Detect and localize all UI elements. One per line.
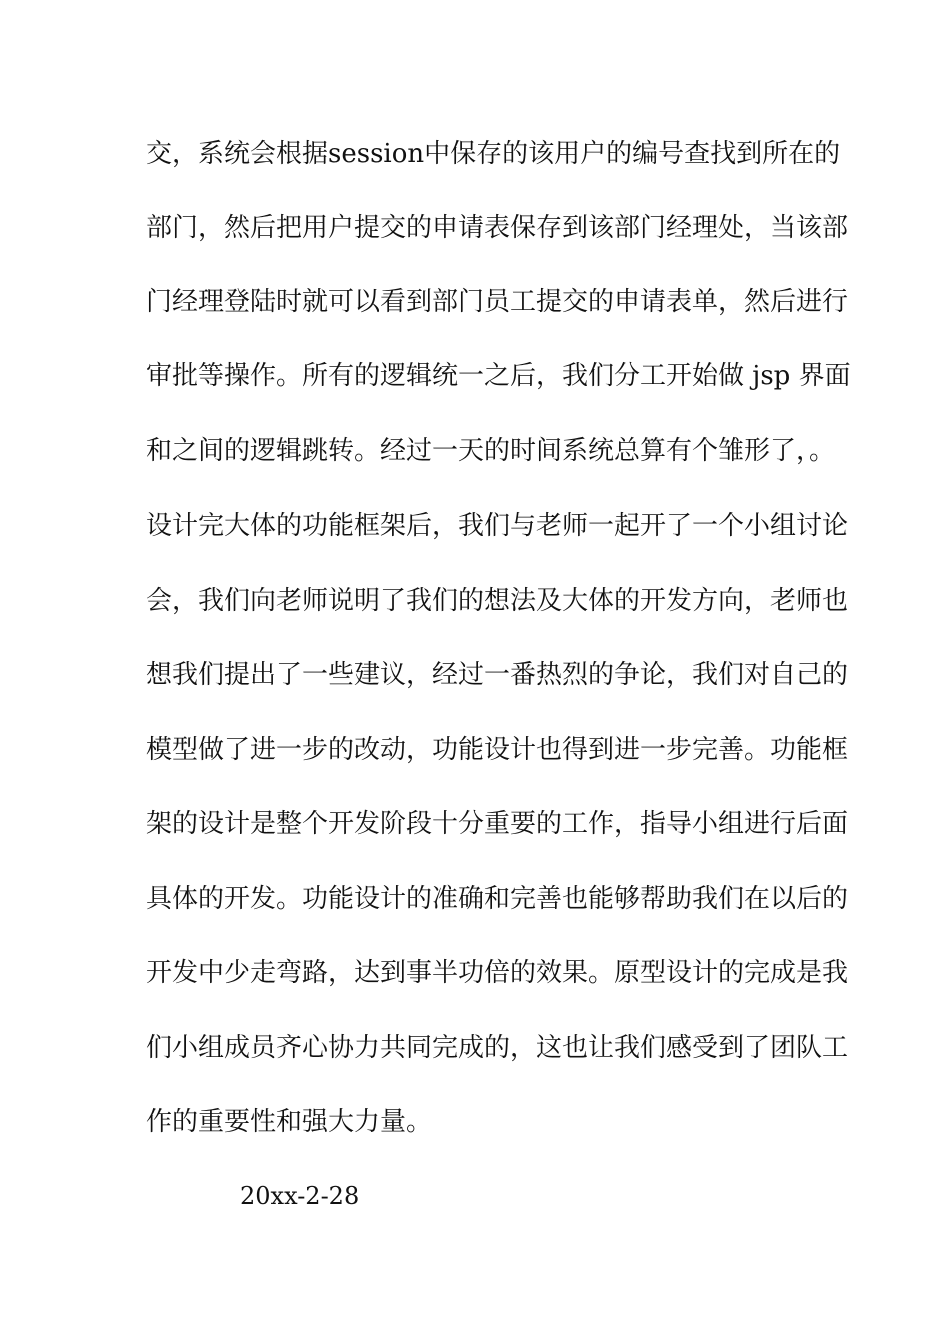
paragraph-line-4: 审批等操作。所有的逻辑统一之后，我们分工开始做 jsp 界面 xyxy=(146,361,851,391)
paragraph-line-6: 设计完大体的功能框架后，我们与老师一起开了一个小组讨论 xyxy=(146,511,849,541)
paragraph-line-1: 交，系统会根据session中保存的该用户的编号查找到所在的 xyxy=(146,139,841,169)
paragraph-line-13: 们小组成员齐心协力共同完成的，这也让我们感受到了团队工 xyxy=(146,1033,849,1063)
paragraph-line-9: 模型做了进一步的改动，功能设计也得到进一步完善。功能框 xyxy=(146,735,849,765)
paragraph-line-3: 门经理登陆时就可以看到部门员工提交的申请表单，然后进行 xyxy=(146,287,849,317)
paragraph-line-2: 部门，然后把用户提交的申请表保存到该部门经理处，当该部 xyxy=(146,213,849,243)
paragraph-line-7: 会，我们向老师说明了我们的想法及大体的开发方向，老师也 xyxy=(146,586,849,616)
paragraph-line-14: 作的重要性和强大力量。 xyxy=(146,1107,433,1137)
paragraph-line-8: 想我们提出了一些建议，经过一番热烈的争论，我们对自己的 xyxy=(146,660,849,690)
document-date: 20xx-2-28 xyxy=(240,1182,360,1210)
paragraph-line-10: 架的设计是整个开发阶段十分重要的工作，指导小组进行后面 xyxy=(146,809,849,839)
paragraph-line-12: 开发中少走弯路，达到事半功倍的效果。原型设计的完成是我 xyxy=(146,958,849,988)
paragraph-line-11: 具体的开发。功能设计的准确和完善也能够帮助我们在以后的 xyxy=(146,884,849,914)
paragraph-line-5: 和之间的逻辑跳转。经过一天的时间系统总算有个雏形了，。 xyxy=(146,436,836,466)
